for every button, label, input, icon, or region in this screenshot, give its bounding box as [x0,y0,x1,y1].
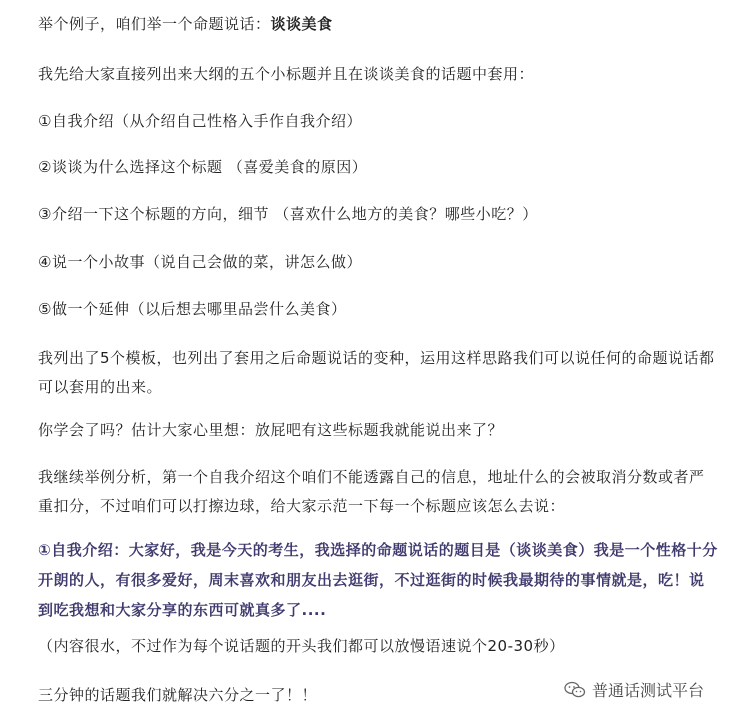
example-line [38,13,718,35]
closing-line: 三分钟的话题我们就解决六分之一了！！ [38,686,318,704]
wechat-icon [564,681,586,699]
summary-paragraph: 我列出了5个模板，也列出了套用之后命题说话的变种，运用这样思路我们可以说任何的命题说话都可以套用的出来。 [38,349,715,396]
note-line: （内容很水，不过作为每个说话题的开头我们都可以放慢语速说个20-30秒） [38,637,565,655]
example-topic: 谈谈美食 [270,15,333,33]
intro-line: 我先给大家直接列出来大纲的五个小标题并且在谈谈美食的话题中套用： [38,65,535,83]
outline-item-5: ⑤做一个延伸（以后想去哪里品尝什么美食） [38,300,347,318]
outline-item-2: ②谈谈为什么选择这个标题 （喜爱美食的原因） [38,158,368,176]
outline-item-1: ①自我介绍（从介绍自己性格入手作自我介绍） [38,112,362,130]
watermark [560,676,708,703]
outline-item-3: ③介绍一下这个标题的方向，细节 （喜欢什么地方的美食？哪些小吃？） [38,205,538,223]
watermark-text: 普通话测试平台 [592,681,705,700]
question-line: 你学会了吗？估计大家心里想：放屁吧有这些标题我就能说出来了？ [38,421,504,439]
outline-item-4: ④说一个小故事（说自己会做的菜，讲怎么做） [38,253,362,271]
sample-self-intro: ①自我介绍：大家好，我是今天的考生，我选择的命题说话的题目是（谈谈美食）我是一个性格十分开朗的人，有很多爱好，周末喜欢和朋友出去逛街，不过逛街的时候我最期待的事情就是，吃！说到吃我想和大家分享的东西可就真多了.... [38,541,718,619]
analysis-paragraph: 我继续举例分析，第一个自我介绍这个咱们不能透露自己的信息，地址什么的会被取消分数或者严重扣分，不过咱们可以打擦边球，给大家示范一下每一个标题应该怎么去说： [38,468,705,515]
example-prefix: 举个例子，咱们举一个命题说话： [38,15,271,33]
